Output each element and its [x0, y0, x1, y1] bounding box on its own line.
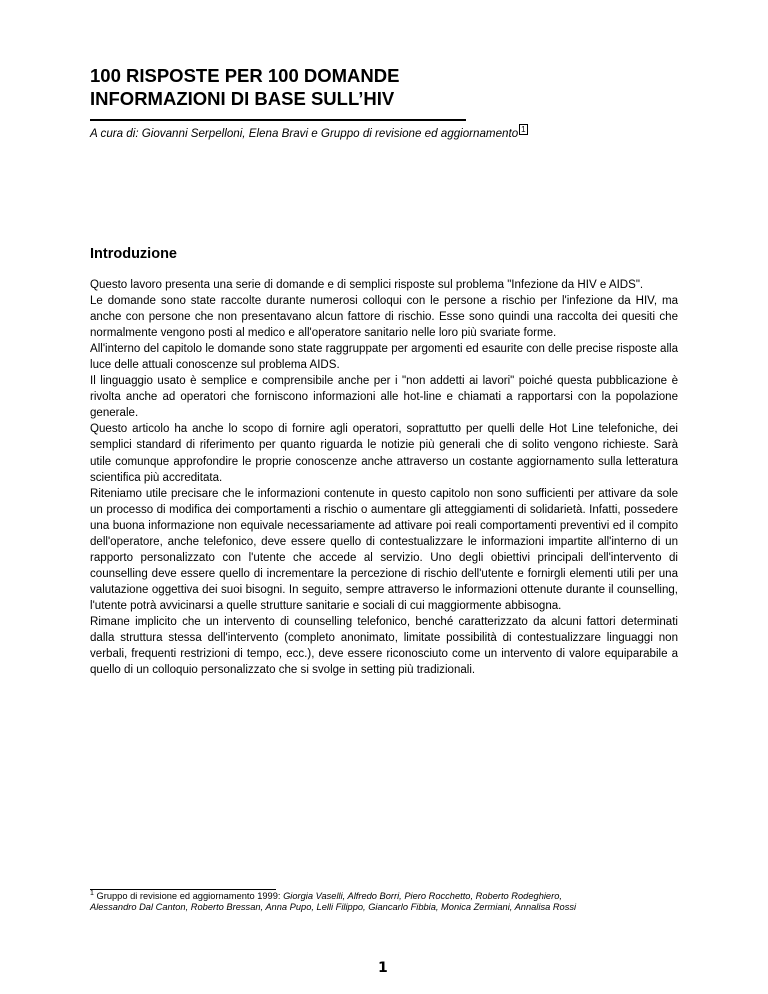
title-line-1: 100 RISPOSTE PER 100 DOMANDE — [90, 65, 400, 86]
title-underline — [90, 119, 466, 121]
paragraph: Il linguaggio usato è semplice e comprensibile anche per i "non addetti ai lavori" poiché questa pubblicazione è rivolta anche ad operatori che forniscono informazioni alle hot-line e chiamati a rapportarsi con la popolazione generale. — [90, 375, 678, 420]
footnote — [90, 891, 590, 914]
introduction-body — [90, 277, 678, 678]
byline — [90, 124, 528, 142]
footnote-marker: 1 — [90, 889, 94, 897]
document-title — [90, 64, 510, 110]
paragraph: Rimane implicito che un intervento di counselling telefonico, benché caratterizzato da alcuni fattori determinati dalla struttura stessa dell'intervento (completo anonimato, limitate possibilità di contestualizzare linguaggi non verbali, frequenti restrizioni di tempo, ecc.), deve essere riconosciuto come un intervento di valore equiparabile a quello di un colloquio personalizzato che si svolge in setting più tradizionali. — [90, 615, 678, 677]
byline-text: A cura di: Giovanni Serpelloni, Elena Bravi e Gruppo di revisione ed aggiornamento — [90, 127, 519, 140]
paragraph: Riteniamo utile precisare che le informazioni contenute in questo capitolo non sono sufficienti per attivare da sole un processo di modifica dei comportamenti a rischio o aumentare gli atteggiamenti di solidarietà. Infatti, possedere una buona informazione non equivale necessariamente ad attivare poi reali comportamenti preventivi ed il compito dell'operatore, anche telefonico, deve essere quello di contestualizzare le informazioni impartite all'interno di un rapporto personalizzato con l'utente che accede al servizio. Uno degli obiettivi principali dell'intervento di counselling deve essere quello di incrementare la percezione di rischio dell'utente e fornirgli elementi utili per una valutazione oggettiva dei suoi bisogni. In seguito, sempre attraverso le informazioni ottenute durante il counselling, l'utente potrà avvicinarsi a quelle strutture sanitarie e sociali di cui maggiormente abbisogna. — [90, 487, 678, 612]
footnote-separator — [90, 889, 276, 890]
paragraph: Questo articolo ha anche lo scopo di fornire agli operatori, soprattutto per quelli delle Hot Line telefoniche, dei semplici standard di riferimento per quanto riguarda le notizie più generali che di solito vengono richieste. Sarà utile comunque approfondire le proprie conoscenze anche attraverso un costante aggiornamento sulla letteratura scientifica più accreditata. — [90, 423, 678, 484]
footnote-lead-text: Gruppo di revisione ed aggiornamento 1999: — [93, 891, 284, 901]
paragraph: Le domande sono state raccolte durante numerosi colloqui con le persone a rischio per l'infezione da HIV, ma anche con persone che non presentavano alcun fattore di rischio. Esse sono quindi una raccolta dei quesiti che normalmente vengono posti al medico e all'operatore sanitario nelle loro più svariate forme. — [90, 295, 678, 340]
title-line-2: INFORMAZIONI DI BASE SULL’HIV — [90, 88, 395, 109]
section-heading-introduzione: Introduzione — [90, 246, 177, 262]
paragraph: Questo lavoro presenta una serie di domande e di semplici risposte sul problema "Infezione da HIV e AIDS". — [90, 279, 644, 291]
page-number: 1 — [378, 960, 388, 976]
paragraph: All'interno del capitolo le domande sono state raggruppate per argomenti ed esaurite con delle precise risposte alla luce delle attuali conoscenze sul problema AIDS. — [90, 343, 678, 372]
footnote-reference-link[interactable]: 1 — [521, 125, 526, 134]
footnote-names: Giorgia Vaselli, Alfredo Borri, Piero Rocchetto, Roberto Rodeghiero, Alessandro Dal Canton, Roberto Bressan, Anna Pupo, Lelli Filippo, Giancarlo Fibbia, Monica Zermiani, Annalisa Rossi — [90, 891, 577, 913]
